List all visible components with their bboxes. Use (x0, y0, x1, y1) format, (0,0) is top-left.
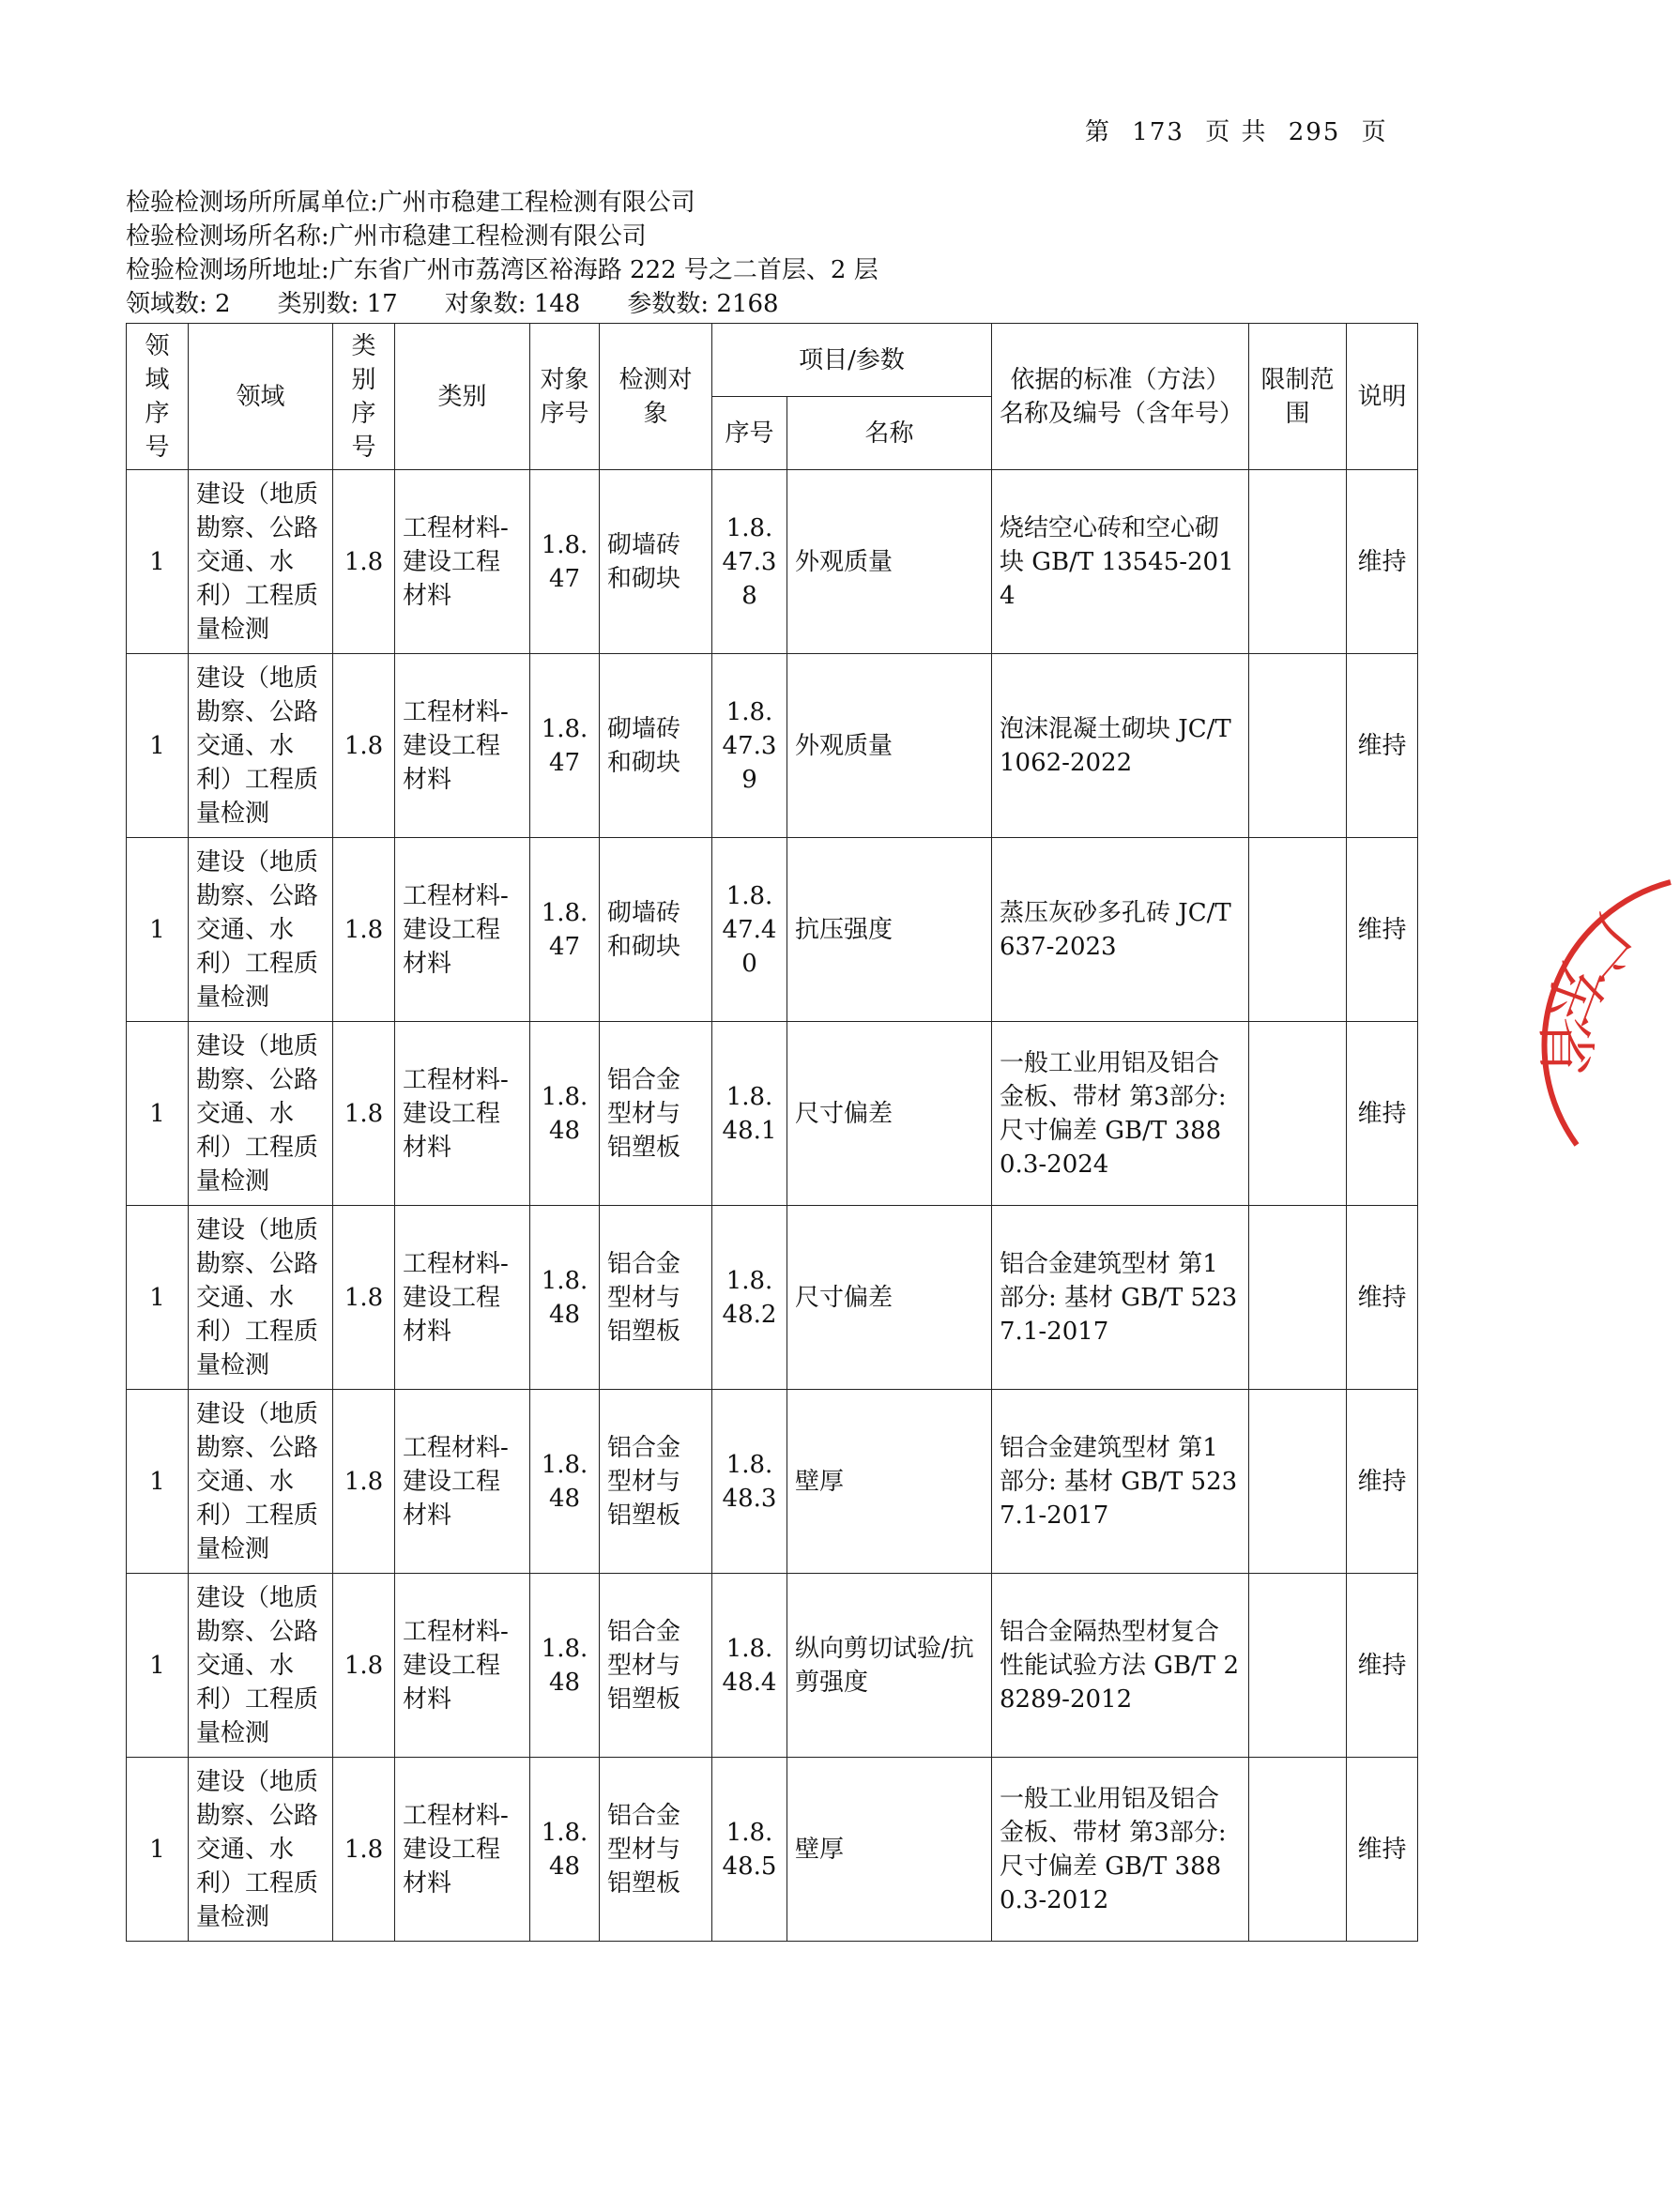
cell-obj-no: 1.8.48 (530, 1390, 600, 1574)
cell-note: 维持 (1347, 1022, 1418, 1206)
counts-row (126, 287, 878, 321)
table-row (127, 838, 1418, 1022)
cell-note: 维持 (1347, 1574, 1418, 1758)
page-number (1079, 113, 1394, 147)
cell-obj-no: 1.8.47 (530, 470, 600, 654)
cell-obj: 砌墙砖和砌块 (600, 654, 712, 838)
cell-item-name: 尺寸偏差 (787, 1206, 992, 1390)
col-standard: 依据的标准（方法）名称及编号（含年号） (992, 324, 1249, 470)
cell-obj: 铝合金型材与铝塑板 (600, 1022, 712, 1206)
cell-standard: 一般工业用铝及铝合金板、带材 第3部分: 尺寸偏差 GB/T 3880.3-2024 (992, 1022, 1249, 1206)
cell-domain: 建设（地质勘察、公路交通、水利）工程质量检测 (189, 1574, 333, 1758)
name-label: 检验检测场所名称: (126, 222, 329, 251)
cell-note: 维持 (1347, 1758, 1418, 1942)
object-count: 对象数: 148 (444, 290, 581, 318)
cell-domain: 建设（地质勘察、公路交通、水利）工程质量检测 (189, 838, 333, 1022)
cell-limit (1249, 470, 1347, 654)
category-count: 类别数: 17 (277, 290, 398, 318)
cell-obj: 铝合金型材与铝塑板 (600, 1390, 712, 1574)
cell-item-no: 1.8.47.38 (712, 470, 787, 654)
cell-obj-no: 1.8.48 (530, 1206, 600, 1390)
official-seal-stamp (1492, 863, 1680, 1164)
domain-count: 领域数: 2 (126, 290, 231, 318)
cell-item-name: 壁厚 (787, 1390, 992, 1574)
cell-domain: 建设（地质勘察、公路交通、水利）工程质量检测 (189, 1390, 333, 1574)
cell-item-name: 壁厚 (787, 1758, 992, 1942)
cell-limit (1249, 1758, 1347, 1942)
cell-domain: 建设（地质勘察、公路交通、水利）工程质量检测 (189, 470, 333, 654)
cell-domain-no: 1 (127, 1574, 189, 1758)
col-obj-no: 对象序号 (530, 324, 600, 470)
table-row (127, 1574, 1418, 1758)
inspection-table (126, 323, 1418, 1942)
cell-domain-no: 1 (127, 838, 189, 1022)
address-label: 检验检测场所地址: (126, 256, 329, 284)
cell-cat: 工程材料-建设工程材料 (395, 654, 530, 838)
cell-cat-no: 1.8 (333, 1758, 395, 1942)
cell-domain: 建设（地质勘察、公路交通、水利）工程质量检测 (189, 1206, 333, 1390)
cell-note: 维持 (1347, 1206, 1418, 1390)
col-domain: 领域 (189, 324, 333, 470)
table-row (127, 1022, 1418, 1206)
name-value: 广州市稳建工程检测有限公司 (328, 222, 647, 251)
cell-standard: 一般工业用铝及铝合金板、带材 第3部分: 尺寸偏差 GB/T 3880.3-2012 (992, 1758, 1249, 1942)
cell-note: 维持 (1347, 838, 1418, 1022)
page-suffix: 页 (1361, 118, 1388, 146)
cell-cat-no: 1.8 (333, 1206, 395, 1390)
cell-limit (1249, 654, 1347, 838)
header-info (126, 186, 878, 321)
col-domain-no: 领域序号 (127, 324, 189, 470)
cell-limit (1249, 1022, 1347, 1206)
cell-obj-no: 1.8.48 (530, 1022, 600, 1206)
table-row (127, 1758, 1418, 1942)
cell-item-name: 外观质量 (787, 470, 992, 654)
seal-text: 广东省 (1529, 903, 1646, 1076)
cell-domain-no: 1 (127, 1206, 189, 1390)
cell-note: 维持 (1347, 1390, 1418, 1574)
cell-cat: 工程材料-建设工程材料 (395, 838, 530, 1022)
cell-cat-no: 1.8 (333, 654, 395, 838)
cell-cat: 工程材料-建设工程材料 (395, 1758, 530, 1942)
cell-standard: 铝合金建筑型材 第1部分: 基材 GB/T 5237.1-2017 (992, 1206, 1249, 1390)
cell-cat: 工程材料-建设工程材料 (395, 1574, 530, 1758)
cell-item-no: 1.8.48.2 (712, 1206, 787, 1390)
table-row (127, 1390, 1418, 1574)
col-limit: 限制范围 (1249, 324, 1347, 470)
address-row (126, 253, 878, 287)
col-cat: 类别 (395, 324, 530, 470)
cell-item-name: 尺寸偏差 (787, 1022, 992, 1206)
cell-domain-no: 1 (127, 470, 189, 654)
cell-item-no: 1.8.48.3 (712, 1390, 787, 1574)
cell-domain-no: 1 (127, 1022, 189, 1206)
table-header (127, 324, 1418, 470)
cell-limit (1249, 838, 1347, 1022)
cell-item-no: 1.8.47.40 (712, 838, 787, 1022)
cell-cat-no: 1.8 (333, 1022, 395, 1206)
cell-cat: 工程材料-建设工程材料 (395, 470, 530, 654)
cell-standard: 蒸压灰砂多孔砖 JC/T 637-2023 (992, 838, 1249, 1022)
cell-domain: 建设（地质勘察、公路交通、水利）工程质量检测 (189, 1758, 333, 1942)
param-count: 参数数: 2168 (627, 290, 779, 318)
cell-item-no: 1.8.47.39 (712, 654, 787, 838)
cell-item-name: 抗压强度 (787, 838, 992, 1022)
table-body (127, 470, 1418, 1942)
cell-standard: 铝合金建筑型材 第1部分: 基材 GB/T 5237.1-2017 (992, 1390, 1249, 1574)
page-current: 173 (1132, 118, 1184, 146)
cell-obj: 砌墙砖和砌块 (600, 838, 712, 1022)
unit-row (126, 186, 878, 220)
cell-standard: 泡沫混凝土砌块 JC/T 1062-2022 (992, 654, 1249, 838)
unit-value: 广州市稳建工程检测有限公司 (377, 189, 695, 217)
cell-standard: 铝合金隔热型材复合性能试验方法 GB/T 28289-2012 (992, 1574, 1249, 1758)
cell-note: 维持 (1347, 654, 1418, 838)
cell-limit (1249, 1206, 1347, 1390)
cell-domain-no: 1 (127, 1758, 189, 1942)
cell-obj: 铝合金型材与铝塑板 (600, 1574, 712, 1758)
cell-cat-no: 1.8 (333, 1390, 395, 1574)
page-total: 295 (1288, 118, 1341, 146)
cell-cat-no: 1.8 (333, 1574, 395, 1758)
cell-cat-no: 1.8 (333, 470, 395, 654)
cell-obj-no: 1.8.47 (530, 838, 600, 1022)
page-mid: 页 共 (1205, 118, 1268, 146)
cell-obj-no: 1.8.48 (530, 1574, 600, 1758)
cell-obj-no: 1.8.48 (530, 1758, 600, 1942)
name-row (126, 220, 878, 253)
cell-domain-no: 1 (127, 1390, 189, 1574)
table-row (127, 1206, 1418, 1390)
cell-cat: 工程材料-建设工程材料 (395, 1390, 530, 1574)
unit-label: 检验检测场所所属单位: (126, 189, 378, 217)
cell-obj: 铝合金型材与铝塑板 (600, 1758, 712, 1942)
cell-item-name: 外观质量 (787, 654, 992, 838)
cell-item-name: 纵向剪切试验/抗剪强度 (787, 1574, 992, 1758)
col-item-name: 名称 (787, 397, 992, 470)
col-item-group: 项目/参数 (712, 324, 992, 397)
cell-standard: 烧结空心砖和空心砌块 GB/T 13545-2014 (992, 470, 1249, 654)
cell-note: 维持 (1347, 470, 1418, 654)
cell-cat-no: 1.8 (333, 838, 395, 1022)
cell-item-no: 1.8.48.5 (712, 1758, 787, 1942)
cell-domain-no: 1 (127, 654, 189, 838)
cell-obj: 铝合金型材与铝塑板 (600, 1206, 712, 1390)
cell-obj-no: 1.8.47 (530, 654, 600, 838)
cell-item-no: 1.8.48.1 (712, 1022, 787, 1206)
col-obj: 检测对象 (600, 324, 712, 470)
cell-cat: 工程材料-建设工程材料 (395, 1206, 530, 1390)
address-value: 广东省广州市荔湾区裕海路 222 号之二首层、2 层 (328, 256, 878, 284)
col-item-no: 序号 (712, 397, 787, 470)
cell-item-no: 1.8.48.4 (712, 1574, 787, 1758)
col-note: 说明 (1347, 324, 1418, 470)
table-row (127, 654, 1418, 838)
table-row (127, 470, 1418, 654)
cell-limit (1249, 1574, 1347, 1758)
page-prefix: 第 (1085, 118, 1112, 146)
cell-domain: 建设（地质勘察、公路交通、水利）工程质量检测 (189, 654, 333, 838)
cell-limit (1249, 1390, 1347, 1574)
cell-cat: 工程材料-建设工程材料 (395, 1022, 530, 1206)
cell-domain: 建设（地质勘察、公路交通、水利）工程质量检测 (189, 1022, 333, 1206)
col-cat-no: 类别序号 (333, 324, 395, 470)
cell-obj: 砌墙砖和砌块 (600, 470, 712, 654)
